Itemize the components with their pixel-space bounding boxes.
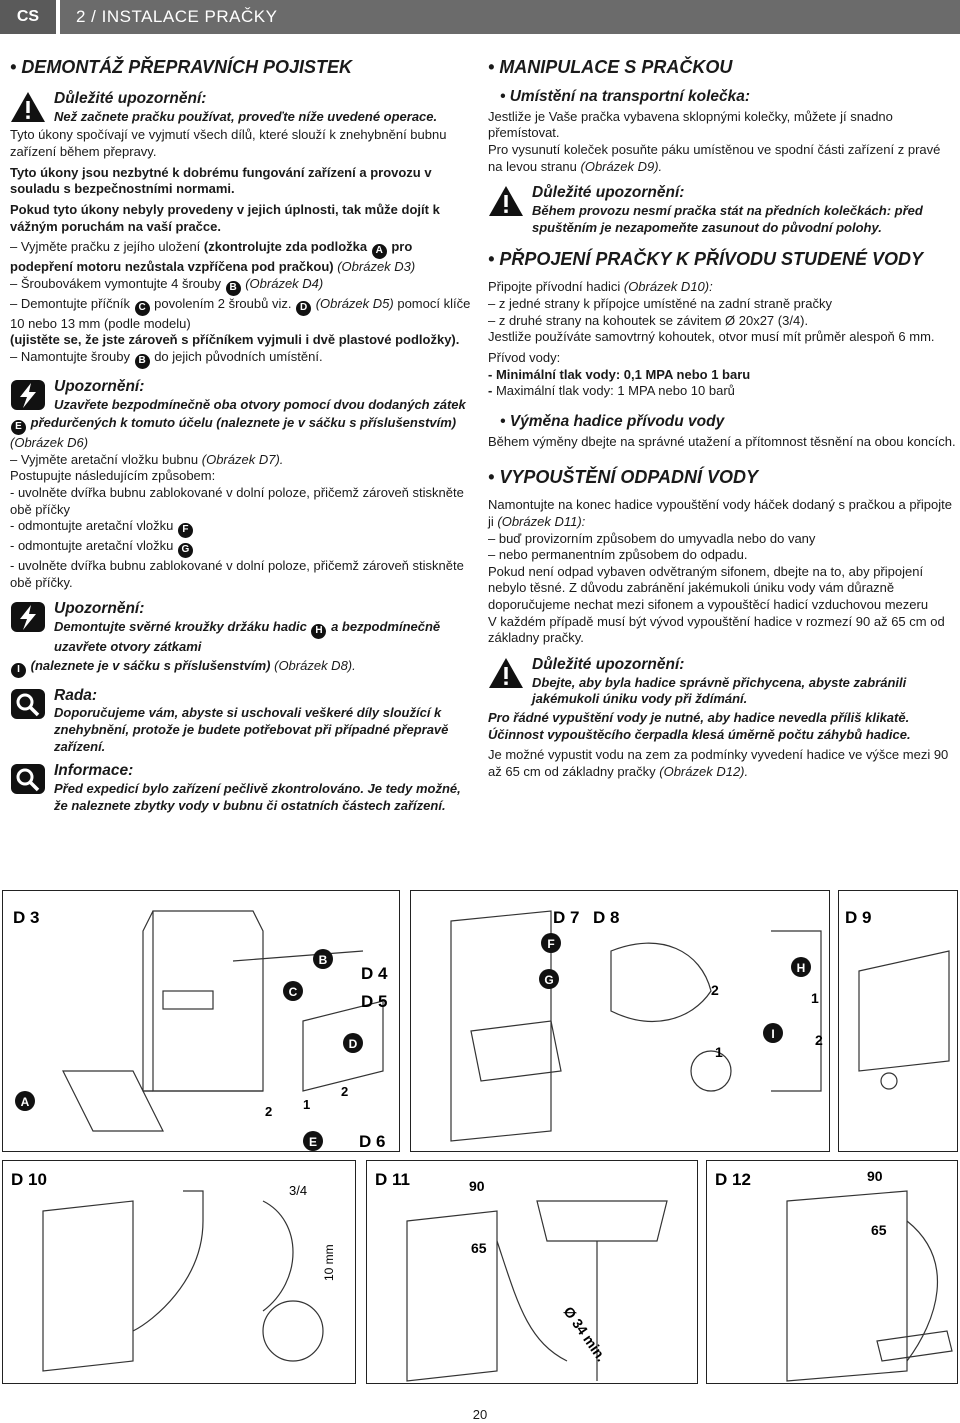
procedure-step: - uvolněte dvířka bubnu zablokované v dolní poloze, přičemž zároveň stiskněte obě příčky. [10, 558, 464, 590]
marker-h: H [796, 961, 806, 975]
caution-text: Demontujte svěrné kroužky držáku hadic H a bezpodmínečně uzavřete otvory zátkami [54, 619, 441, 655]
procedure-step: - uvolněte dvířka bubnu zablokované v dolní poloze, přičemž zároveň stiskněte obě příčky [10, 484, 464, 517]
figure-label-d3: D 3 [13, 908, 40, 927]
paragraph-bold: Pokud tyto úkony nebyly provedeny v jejich úplnosti, tak může dojít k vážným poruchám na vaší pračce. [10, 201, 440, 234]
lightning-icon [10, 379, 46, 411]
paragraph: Připojte přívodní hadici (Obrázek D10): [488, 279, 713, 295]
washer-illustration [3, 891, 400, 1152]
step-number: 2 [711, 982, 719, 998]
notice-text: Během provozu nesmí pračka stát na předních kolečkách: před spuštěním je nezapomeňte zasunout do původní polohy. [532, 203, 923, 235]
figure-d9 [838, 890, 958, 1152]
procedure-step: - odmontujte aretační vložku F [10, 518, 472, 538]
max-pressure: - Maximální tlak vody: 1 MPA nebo 10 barů [488, 383, 735, 399]
marker-e: E [11, 420, 26, 435]
section-title-manipulace: • MANIPULACE S PRAČKOU [488, 56, 958, 79]
list-item: – buď provizorním způsobem do umyvadla nebo do vany [488, 530, 816, 546]
procedure-step: - odmontujte aretační vložku G [10, 538, 472, 558]
paragraph: Přívod vody: [488, 349, 561, 365]
diameter-label: Ø 34 min. [560, 1303, 610, 1365]
height-max-label: 90 [867, 1168, 883, 1184]
marker-f: F [178, 523, 193, 538]
figure-d10 [2, 1160, 356, 1384]
warning-triangle-icon [488, 185, 524, 217]
marker-b: B [226, 281, 241, 296]
important-notice-1 [10, 89, 472, 125]
figure-label-d5: D 5 [361, 992, 388, 1011]
marker-b: B [135, 354, 150, 369]
paragraph: Jestliže používáte samovtrný kohoutek, otvor musí mít průměr alespoň 6 mm. [488, 329, 935, 345]
notice-text: Dbejte, aby byla hadice správně přichycena, abyste zabránili jakémukoli úniku vody při ždímání. [532, 674, 907, 707]
figure-label-d7: D 7 [553, 908, 580, 927]
marker-h: H [311, 624, 326, 639]
step-remove-drum-lock: – Vyjměte aretační vložku bubnu (Obrázek D7). [10, 451, 284, 467]
advice-notice [10, 686, 472, 756]
figure-label-d10: D 10 [11, 1170, 47, 1189]
caution-title: Upozornění: [54, 600, 145, 618]
paragraph: Během výměny dbejte na správné utažení a přítomnost těsnění na obou koncích. [488, 433, 956, 449]
warning-triangle-icon [488, 657, 524, 689]
marker-b: B [318, 953, 328, 967]
drain-hose-sink-illustration [367, 1161, 698, 1384]
marker-i: I [11, 663, 26, 678]
magnifier-icon [10, 688, 46, 720]
info-text: Před expedicí bylo zařízení pečlivě zkontrolováno. Je tedy možné, že naleznete zbytky vody v bubnu či ostatních částech zařízení. [54, 781, 461, 813]
step-reinstall-screws: – Namontujte šrouby B do jejich původních umístění. [10, 349, 472, 369]
step-remove-screws: – Šroubovákem vymontujte 4 šrouby B (Obrázek D4) [10, 276, 472, 296]
language-tab: CS [0, 0, 56, 34]
important-notice-3 [488, 655, 958, 708]
figure-label-d4: D 4 [361, 964, 388, 983]
notice-text-cont: Pro řádné vypuštění vody je nutné, aby hadice nevedla příliš klikatě. Účinnost vypouštěcího čerpadla klesá úměrně počtu záhybů hadice. [488, 710, 911, 742]
step-number: 2 [265, 1104, 273, 1119]
page-number: 20 [472, 1407, 488, 1422]
drain-floor-illustration [707, 1161, 958, 1384]
paragraph: Pro vysunutí koleček posuňte páku umístěnou ve spodní části zařízení z pravé na levou stranu (Obrázek D9). [488, 142, 941, 174]
paragraph: Namontujte na konec hadice vypouštění vody háček dodaný s pračkou a připojte ji (Obrázek D11): [488, 497, 952, 529]
subsection-title-wheels: • Umístění na transportní kolečka: [500, 87, 958, 107]
caution-notice-1 [10, 377, 472, 413]
section-title-demontaz: • DEMONTÁŽ PŘEPRAVNÍCH POJISTEK [10, 56, 472, 79]
step-number: 1 [715, 1044, 723, 1060]
paragraph: V každém případě musí být vývod vypouštění hadice v rozmezí 90 až 65 cm od základny pračky. [488, 613, 945, 646]
figure-label-d12: D 12 [715, 1170, 751, 1189]
figure-label-d8: D 8 [593, 908, 620, 927]
section-title-drain: • VYPOUŠTĚNÍ ODPADNÍ VODY [488, 466, 958, 489]
caution-notice-2 [10, 599, 472, 655]
wheels-illustration [839, 891, 958, 1152]
important-notice-2 [488, 183, 958, 236]
paragraph: Jestliže je Vaše pračka vybavena sklopnými kolečky, můžete jí snadno přemístovat. [488, 108, 893, 141]
figure-label-d6: D 6 [359, 1132, 386, 1151]
marker-a: A [372, 244, 387, 259]
left-column [10, 56, 472, 816]
inlet-hose-illustration [3, 1161, 356, 1384]
marker-d: D [296, 301, 311, 316]
step-number: 2 [341, 1084, 349, 1099]
magnifier-icon [10, 763, 46, 795]
marker-c: C [135, 301, 150, 316]
notice-text: Než začnete pračku používat, proveďte níže uvedené operace. [54, 108, 438, 124]
list-item: – z jedné strany k přípojce umístěné na zadní straně pračky [488, 296, 832, 312]
thread-size-label: 3/4 [289, 1183, 308, 1198]
page-header [0, 0, 960, 34]
paragraph: Pokud není odpad vybaven odvětraným sifonem, dbejte na to, aby připojení nebylo těsné. Z důvodu zabránění jakémukoli úniku vody vám důrazně doporučujeme nechat mezi sifonem a vypouštěcí hadicí vzduchovou mezeru [488, 563, 929, 613]
figure-d7-d8 [410, 890, 830, 1152]
advice-text: Doporučujeme vám, abyste si uschovali veškeré díly sloužící k znehybnění, protože je budete potřebovat při případné přepravě zařízení. [54, 705, 449, 754]
figure-d11 [366, 1160, 698, 1384]
paragraph-bold: Tyto úkony jsou nezbytné k dobrému fungování zařízení a provozu v souladu s bezpečnostními normami. [10, 164, 432, 197]
notice-title: Důležité upozornění: [532, 655, 685, 673]
paragraph: Tyto úkony spočívají ve vyjmutí všech dílů, které slouží k znehybnění bubnu zařízení během přepravy. [10, 127, 447, 160]
hole-size-label: 10 mm [322, 1244, 336, 1281]
drum-lock-illustration [411, 891, 830, 1152]
step-remove-crossbar: – Demontujte příčník C povolením 2 šroubů viz. D (Obrázek D5) pomocí klíče 10 nebo 13 mm (podle modelu) [10, 295, 471, 331]
figure-d3-d6 [2, 890, 400, 1152]
figure-label-d9: D 9 [845, 908, 872, 927]
info-notice [10, 761, 472, 814]
paragraph: Je možné vypustit vodu na zem za podmínky vyvedení hadice ve výšce mezi 90 až 65 cm od základny pračky (Obrázek D12). [488, 747, 949, 779]
marker-c: C [288, 985, 298, 999]
marker-d: D [348, 1037, 358, 1051]
figure-label-d11: D 11 [375, 1170, 410, 1189]
step-remove-washer: – Vyjměte pračku z jejího uložení (zkontrolujte zda podložka A pro podepření motoru nezůstala vzpříčena pod pračkou) (Obrázek D3) [10, 239, 416, 275]
notice-title: Důležité upozornění: [532, 184, 685, 202]
procedure-intro: Postupujte následujícím způsobem: [10, 468, 216, 484]
list-item: – nebo permanentním způsobem do odpadu. [488, 547, 748, 563]
caution-title: Upozornění: [54, 377, 145, 395]
step-number: 2 [815, 1032, 823, 1048]
marker-f: F [547, 937, 555, 951]
marker-g: G [544, 973, 554, 987]
info-title: Informace: [54, 762, 134, 780]
height-min-label: 65 [471, 1240, 487, 1256]
caution-text: Uzavřete bezpodmínečně oba otvory pomocí dvou dodaných zátek [54, 396, 466, 412]
warning-triangle-icon [10, 91, 46, 123]
advice-title: Rada: [54, 686, 98, 704]
height-min-label: 65 [871, 1222, 887, 1238]
height-max-label: 90 [469, 1178, 485, 1194]
caution-text-cont: I (naleznete je v sáčku s příslušenstvím) (Obrázek D8). [10, 658, 472, 678]
section-title-cold-water: • PŘPOJENÍ PRAČKY K PŘÍVODU STUDENÉ VODY [488, 248, 958, 271]
min-pressure: - Minimální tlak vody: 0,1 MPA nebo 1 baru [488, 366, 751, 382]
list-item: – z druhé strany na kohoutek se závitem Ø 20x27 (3/4). [488, 312, 809, 328]
step-number: 1 [303, 1097, 311, 1112]
chapter-title: 2 / INSTALACE PRAČKY [60, 0, 960, 34]
marker-i: I [771, 1027, 775, 1041]
right-column [488, 56, 958, 781]
lightning-icon [10, 601, 46, 633]
caution-text-cont: E předurčených k tomuto účelu (naleznete je v sáčku s příslušenstvím) (Obrázek D6) [10, 415, 457, 451]
marker-g: G [178, 543, 193, 558]
marker-a: A [20, 1095, 30, 1109]
step-number: 1 [811, 990, 819, 1006]
marker-e: E [308, 1135, 318, 1149]
step-crossbar-note: (ujistěte se, že jste zároveň s příčníkem vyjmuli i dvě plastové podložky). [10, 332, 460, 348]
notice-title: Důležité upozornění: [54, 90, 207, 108]
subsection-title-hose: • Výměna hadice přívodu vody [500, 412, 958, 432]
figure-d12 [706, 1160, 958, 1384]
